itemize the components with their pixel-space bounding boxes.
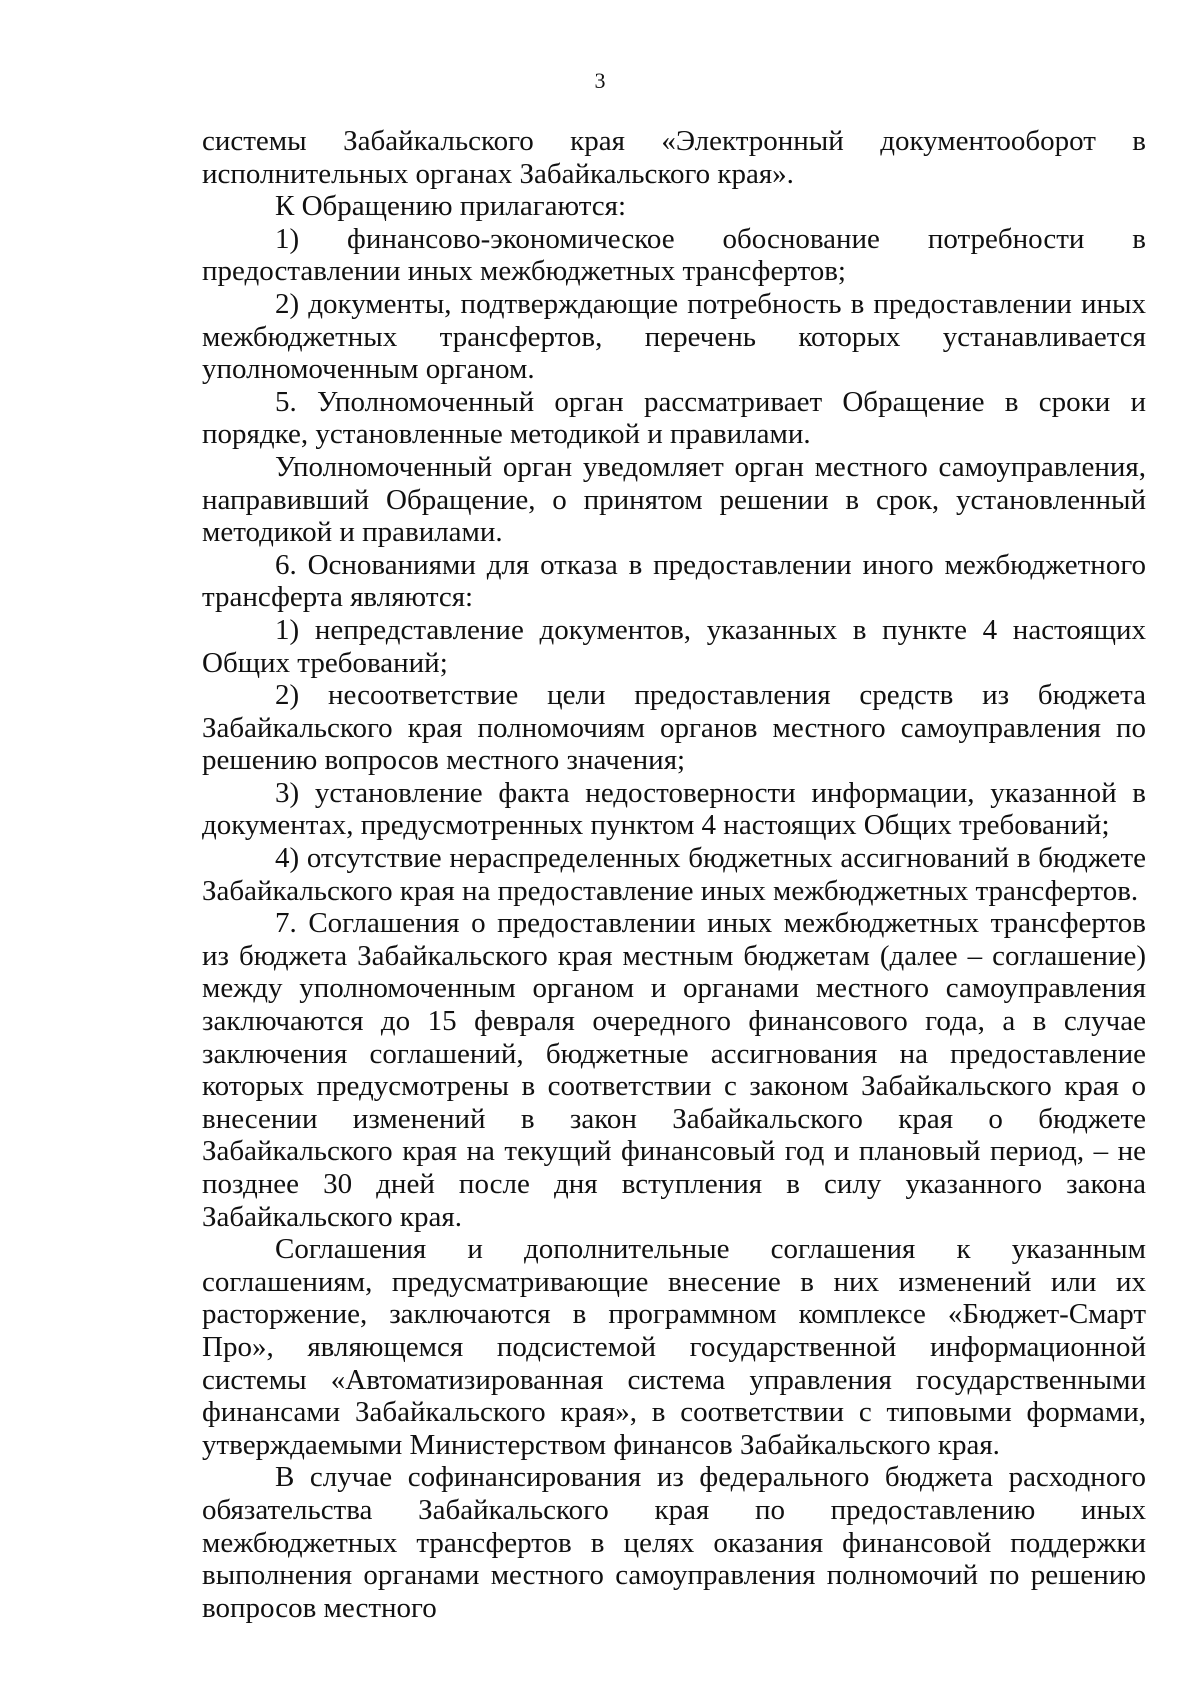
paragraph: 7. Соглашения о предоставлении иных межбюджетных трансфертов из бюджета Забайкальского края местным бюджетам (далее – соглашение) между уполномоченным органом и органами местного самоуправления заключаются до 15 февраля очередного финансового года, а в случае заключения соглашений, бюджетные ассигнования на предоставление которых предусмотрены в соответствии с законом Забайкальского края о внесении изменений в закон Забайкальского края о бюджете Забайкальского края на текущий финансовый год и плановый период, – не позднее 30 дней после дня вступления в силу указанного закона Забайкальского края. [202,907,1146,1233]
paragraph: Соглашения и дополнительные соглашения к указанным соглашениям, предусматривающие внесение в них изменений или их расторжение, заключаются в программном комплексе «Бюджет-Смарт Про», являющемся подсистемой государственной информационной системы «Автоматизированная система управления государственными финансами Забайкальского края», в соответствии с типовыми формами, утверждаемыми Министерством финансов Забайкальского края. [202,1233,1146,1461]
paragraph: 6. Основаниями для отказа в предоставлении иного межбюджетного трансферта являются: [202,548,1146,614]
paragraph: 2) документы, подтверждающие потребность в предоставлении иных межбюджетных трансфертов, перечень которых устанавливается уполномоченным органом. [202,287,1146,386]
page-number: 3 [594,68,606,93]
paragraph: 2) несоответствие цели предоставления средств из бюджета Забайкальского края полномочиям органов местного самоуправления по решению вопросов местного значения; [202,679,1146,777]
document-body [202,125,1146,1624]
paragraph: 1) непредставление документов, указанных в пункте 4 настоящих Общих требований; [202,613,1146,679]
paragraph: Уполномоченный орган уведомляет орган местного самоуправления, направивший Обращение, о принятом решении в срок, установленный методикой и правилами. [202,450,1146,549]
paragraph: К Обращению прилагаются: [275,190,627,223]
paragraph: 5. Уполномоченный орган рассматривает Обращение в сроки и порядке, установленные методикой и правилами. [202,385,1146,451]
paragraph: В случае софинансирования из федерального бюджета расходного обязательства Забайкальского края по предоставлению иных межбюджетных трансфертов в целях оказания финансовой поддержки выполнения органами местного самоуправления полномочий по решению вопросов местного [202,1461,1146,1624]
paragraph: системы Забайкальского края «Электронный документооборот в исполнительных органах Забайкальского края». [202,125,1146,190]
paragraph: 4) отсутствие нераспределенных бюджетных ассигнований в бюджете Забайкальского края на предоставление иных межбюджетных трансфертов. [202,842,1146,907]
paragraph: 3) установление факта недостоверности информации, указанной в документах, предусмотренных пунктом 4 настоящих Общих требований; [202,776,1146,842]
paragraph: 1) финансово-экономическое обоснование потребности в предоставлении иных межбюджетных трансфертов; [202,222,1146,288]
